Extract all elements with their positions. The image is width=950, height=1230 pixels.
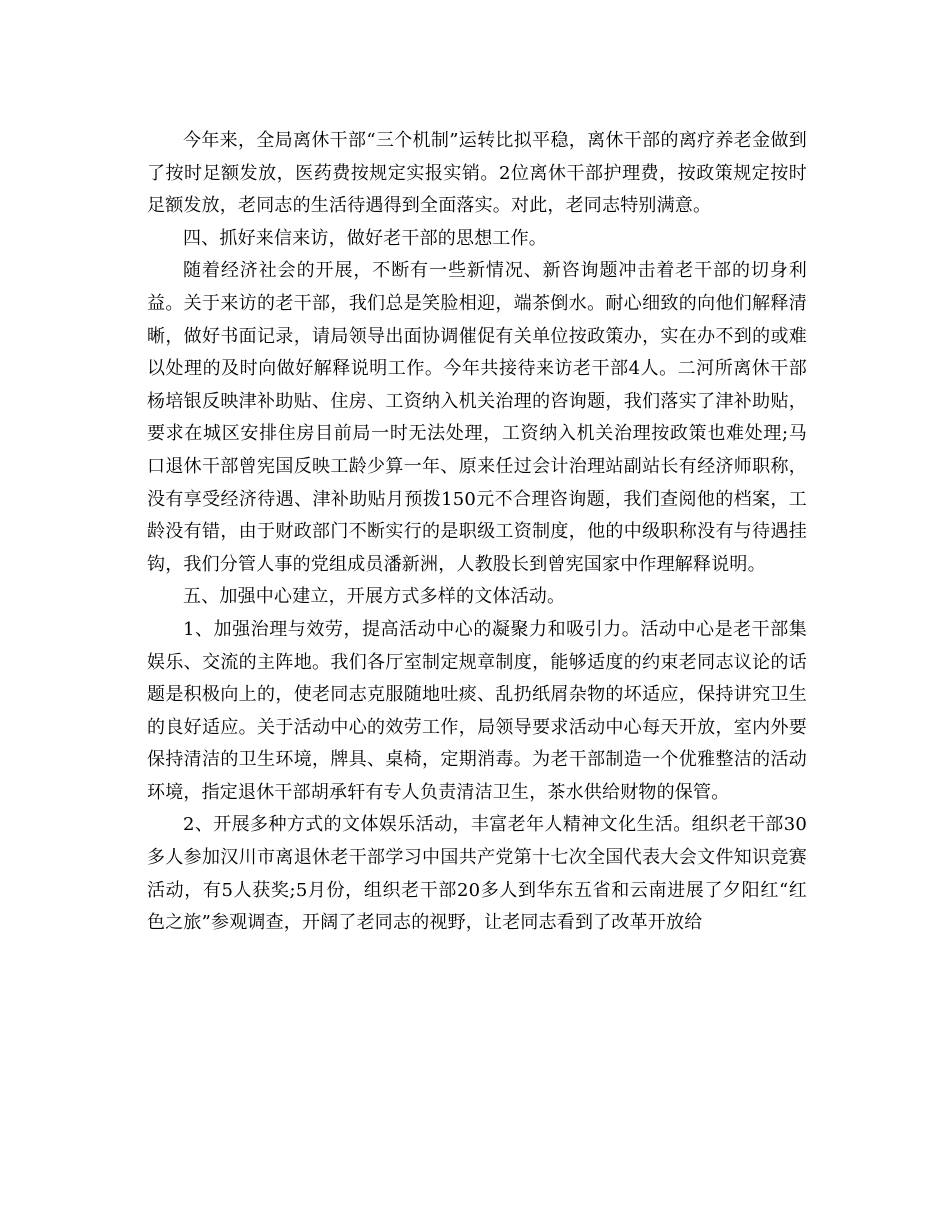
paragraph-retiree-mechanism: 今年来，全局离休干部“三个机制”运转比拟平稳，离休干部的离疗养老金做到了按时足额发放，医药费按规定实报实销。2位离休干部护理费，按政策规定按时足额发放，老同志的生活待遇得到全面落实。对此，老同志特别满意。 [147, 130, 807, 217]
section-heading-4: 四、抓好来信来访，做好老干部的思想工作。 [183, 227, 547, 249]
paragraph-cultural-activities: 2、开展多种方式的文体娱乐活动，丰富老年人精神文化生活。组织老干部30多人参加汉川市离退休老干部学习中国共产党第十七次全国代表大会文件知识竞赛活动，有5人获奖;5月份，组织老干部20多人到华东五省和云南进展了夕阳红“红色之旅”参观调查，开阔了老同志的视野，让老同志看到了改革开放给 [147, 814, 807, 934]
paragraph-letters-visits: 随着经济社会的开展，不断有一些新情况、新咨询题冲击着老干部的切身利益。关于来访的老干部，我们总是笑脸相迎，端茶倒水。耐心细致的向他们解释清晰，做好书面记录，请局领导出面协调催促有关单位按政策办，实在办不到的或难以处理的及时向做好解释说明工作。今年共接待来访老干部4人。二河所离休干部杨培银反映津补助贴、住房、工资纳入机关治理的咨询题，我们落实了津补助贴，要求在城区安排住房目前局一时无法处理，工资纳入机关治理按政策也难处理;马口退休干部曾宪国反映工龄少算一年、原来任过会计治理站副站长有经济师职称，没有享受经济待遇、津补助贴月预拨150元不合理咨询题，我们查阅他的档案，工龄没有错，由于财政部门不断实行的是职级工资制度，他的中级职称没有与待遇挂钩，我们分管人事的党组成员潘新洲，人教股长到曾宪国家中作理解释说明。 [147, 260, 807, 575]
section-heading-5: 五、加强中心建立，开展方式多样的文体活动。 [183, 586, 566, 608]
paragraph-activity-center: 1、加强治理与效劳，提高活动中心的凝聚力和吸引力。活动中心是老干部集娱乐、交流的主阵地。我们各厅室制定规章制度，能够适度的约束老同志议论的话题是积极向上的，使老同志克服随地吐痰、乱扔纸屑杂物的坏适应，保持讲究卫生的良好适应。关于活动中心的效劳工作，局领导要求活动中心每天开放，室内外要保持清洁的卫生环境，牌具、桌椅，定期消毒。为老干部制造一个优雅整洁的活动环境，指定退休干部胡承轩有专人负责清洁卫生，茶水供给财物的保管。 [147, 618, 807, 803]
document-body [147, 125, 807, 940]
